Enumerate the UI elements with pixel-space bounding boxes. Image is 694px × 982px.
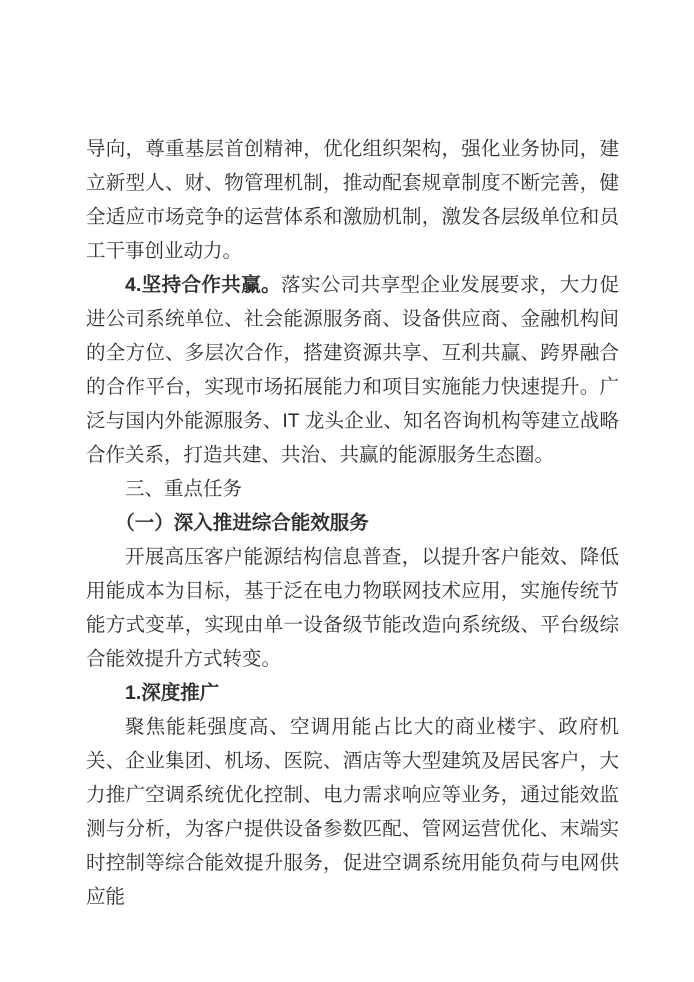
body-paragraph-energy-survey: [86, 540, 619, 676]
text-run: 三、重点任务: [125, 478, 243, 500]
body-paragraph-continued: [86, 132, 619, 268]
bold-text-run: 1.深度推广: [125, 682, 220, 704]
numbered-heading-1: [86, 676, 619, 710]
body-paragraph-item-4: [86, 268, 619, 472]
bold-text-run: （一）深入推进综合能效服务: [115, 512, 369, 534]
text-run: 导向，尊重基层首创精神，优化组织架构，强化业务协同，建立新型人、财、物管理机制，推动配套规章制度不断完善，健全适应市场竞争的运营体系和激励机制，激发各层级单位和员工干事创业动力。: [86, 138, 619, 262]
body-paragraph-promotion: [86, 710, 619, 914]
text-block: [86, 132, 619, 914]
subsection-heading-1: [86, 506, 619, 540]
text-run: 开展高压客户能源结构信息普查，以提升客户能效、降低用能成本为目标，基于泛在电力物联网技术应用，实施传统节能方式变革，实现由单一设备级节能改造向系统级、平台级综合能效提升方式转变。: [86, 546, 619, 670]
text-run: 落实公司共享型企业发展要求，大力促进公司系统单位、社会能源服务商、设备供应商、金融机构间的全方位、多层次合作，搭建资源共享、互利共赢、跨界融合的合作平台，实现市场拓展能力和项目实施能力快速提升。广泛与国内外能源服务、IT 龙头企业、知名咨询机构等建立战略合作关系，打造共建、共治、共赢的能源服务生态圈。: [86, 274, 619, 466]
text-run: 聚焦能耗强度高、空调用能占比大的商业楼宇、政府机关、企业集团、机场、医院、酒店等大型建筑及居民客户，大力推广空调系统优化控制、电力需求响应等业务，通过能效监测与分析，为客户提供设备参数匹配、管网运营优化、末端实时控制等综合能效提升服务，促进空调系统用能负荷与电网供应能: [86, 716, 619, 908]
section-heading-3: [86, 472, 619, 506]
bold-text-run: 4.坚持合作共赢。: [125, 274, 282, 296]
